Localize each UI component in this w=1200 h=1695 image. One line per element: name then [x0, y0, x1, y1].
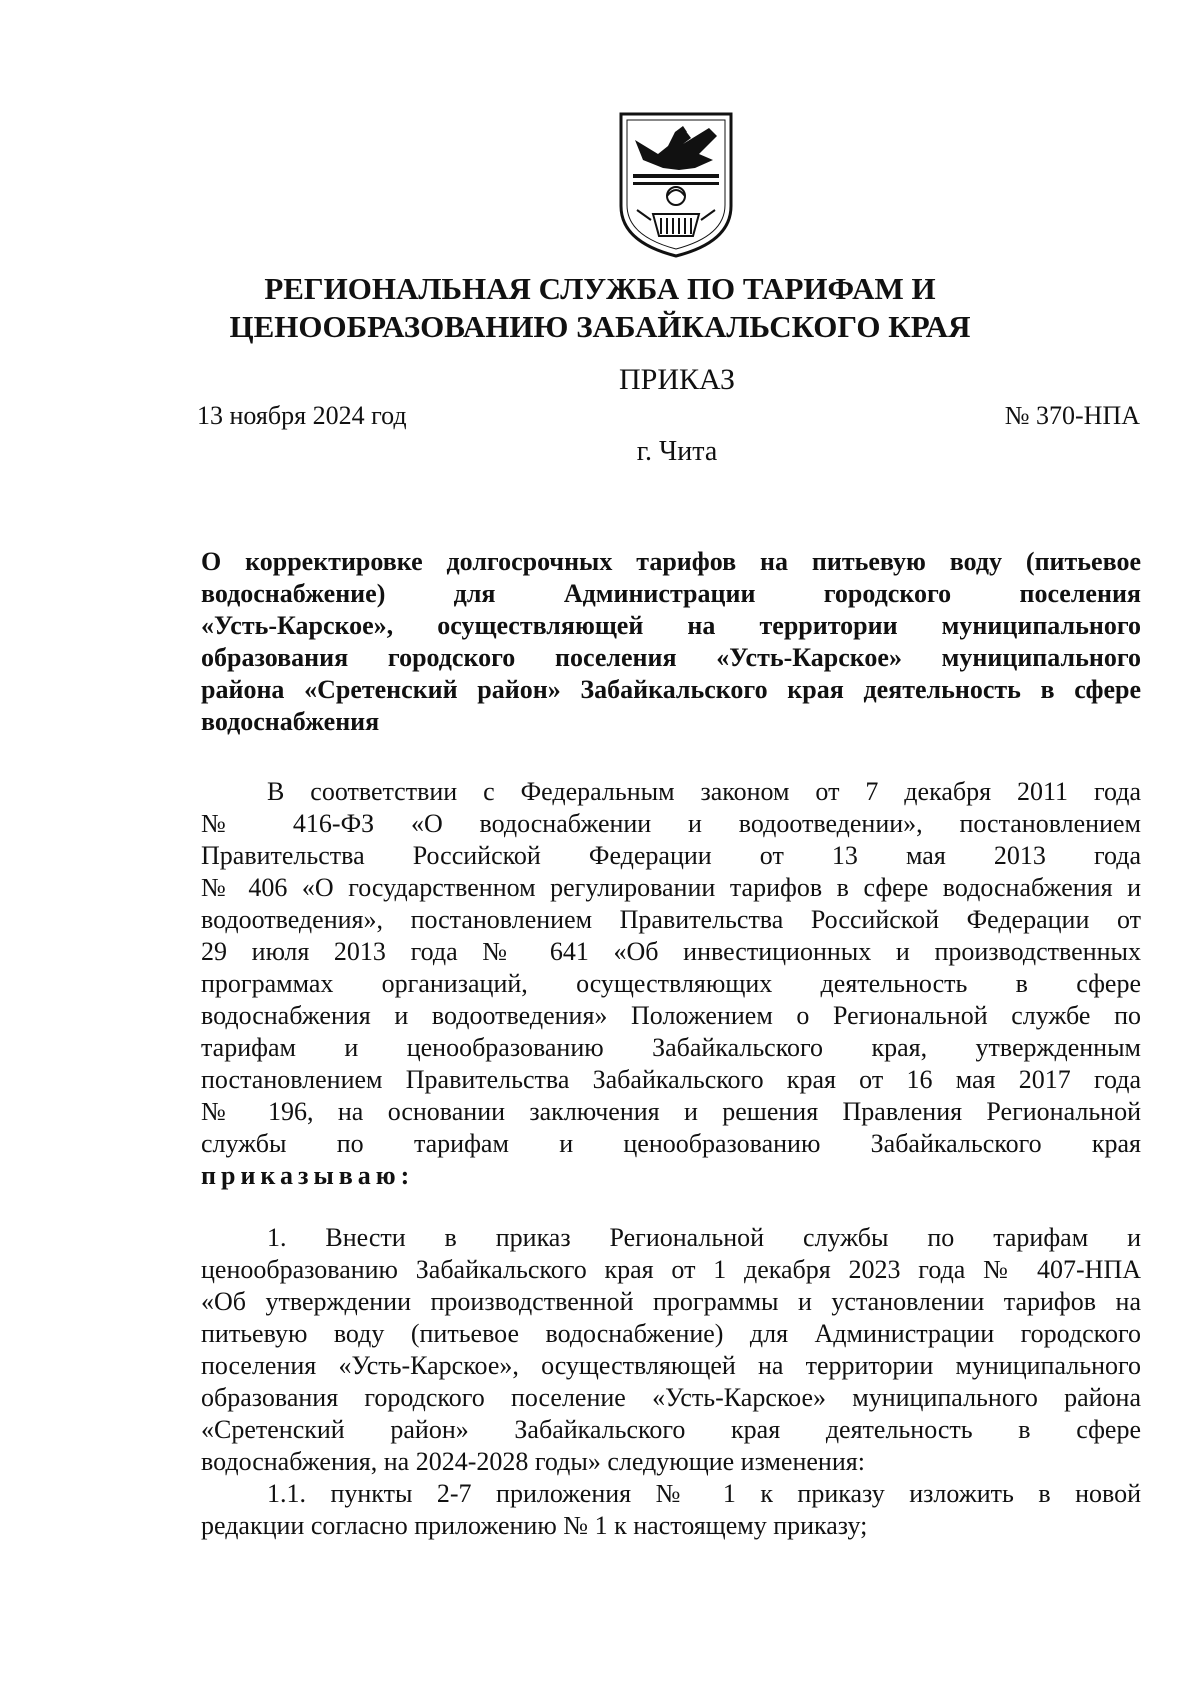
subject-line: водоснабжения [201, 707, 380, 736]
text-line: 1.1. пункты 2-7 приложения № 1 к приказу изложить в новой [267, 1479, 1141, 1508]
item-1-1-paragraph [201, 1478, 1141, 1542]
item-1-paragraph [201, 1222, 1141, 1478]
text-line: В соответствии с Федеральным законом от 7 декабря 2011 года [267, 777, 1141, 806]
text-line: ценообразованию Забайкальского края от 1 декабря 2023 года № 407-НПА [201, 1255, 1141, 1284]
order-subject [201, 546, 1141, 738]
order-body [201, 776, 1141, 1542]
organization-title-line-1: РЕГИОНАЛЬНАЯ СЛУЖБА ПО ТАРИФАМ И [264, 271, 936, 306]
text-line: тарифам и ценообразованию Забайкальского края, утвержденным [201, 1033, 1141, 1062]
text-line: 1. Внести в приказ Региональной службы по тарифам и [267, 1223, 1141, 1252]
preamble-paragraph [201, 776, 1141, 1192]
order-word: приказываю: [201, 1161, 415, 1190]
text-line: № 416-ФЗ «О водоснабжении и водоотведении», постановлением [201, 809, 1141, 838]
document-city: г. Чита [636, 436, 718, 467]
text-line: программах организаций, осуществляющих деятельность в сфере [201, 969, 1141, 998]
coat-of-arms-emblem [613, 110, 739, 260]
text-line: службы по тарифам и ценообразованию Забайкальского края [201, 1129, 1141, 1158]
text-line: образования городского поселение «Усть-Карское» муниципального района [201, 1383, 1141, 1412]
subject-line: водоснабжение) для Администрации городского поселения [201, 579, 1141, 608]
subject-line: образования городского поселения «Усть-Карское» муниципального [201, 643, 1141, 672]
text-line: Правительства Российской Федерации от 13 мая 2013 года [201, 841, 1141, 870]
organization-title [0, 270, 1200, 346]
document-number: № 370-НПА [1004, 401, 1140, 430]
organization-title-line-2: ЦЕНООБРАЗОВАНИЮ ЗАБАЙКАЛЬСКОГО КРАЯ [229, 309, 971, 344]
subject-line: района «Сретенский район» Забайкальского края деятельность в сфере [201, 675, 1141, 704]
text-line: постановлением Правительства Забайкальского края от 16 мая 2017 года [201, 1065, 1141, 1094]
text-line: водоотведения», постановлением Правительства Российской Федерации от [201, 905, 1141, 934]
subject-line: «Усть-Карское», осуществляющей на территории муниципального [201, 611, 1141, 640]
text-line: № 196, на основании заключения и решения Правления Региональной [201, 1097, 1141, 1126]
text-line: «Об утверждении производственной программы и установлении тарифов на [201, 1287, 1141, 1316]
text-line: № 406 «О государственном регулировании тарифов в сфере водоснабжения и [201, 873, 1141, 902]
text-line: редакции согласно приложению № 1 к настоящему приказу; [201, 1511, 868, 1540]
text-line: водоснабжения и водоотведения» Положением о Региональной службе по [201, 1001, 1141, 1030]
text-line: 29 июля 2013 года № 641 «Об инвестиционных и производственных [201, 937, 1141, 966]
document-date: 13 ноября 2024 год [197, 401, 407, 430]
text-line: «Сретенский район» Забайкальского края деятельность в сфере [201, 1415, 1141, 1444]
text-line: поселения «Усть-Карское», осуществляющей на территории муниципального [201, 1351, 1141, 1380]
text-line: водоснабжения, на 2024-2028 годы» следующие изменения: [201, 1447, 865, 1476]
subject-line: О корректировке долгосрочных тарифов на питьевую воду (питьевое [201, 547, 1141, 576]
document-type: ПРИКАЗ [619, 363, 735, 396]
text-line: питьевую воду (питьевое водоснабжение) для Администрации городского [201, 1319, 1141, 1348]
